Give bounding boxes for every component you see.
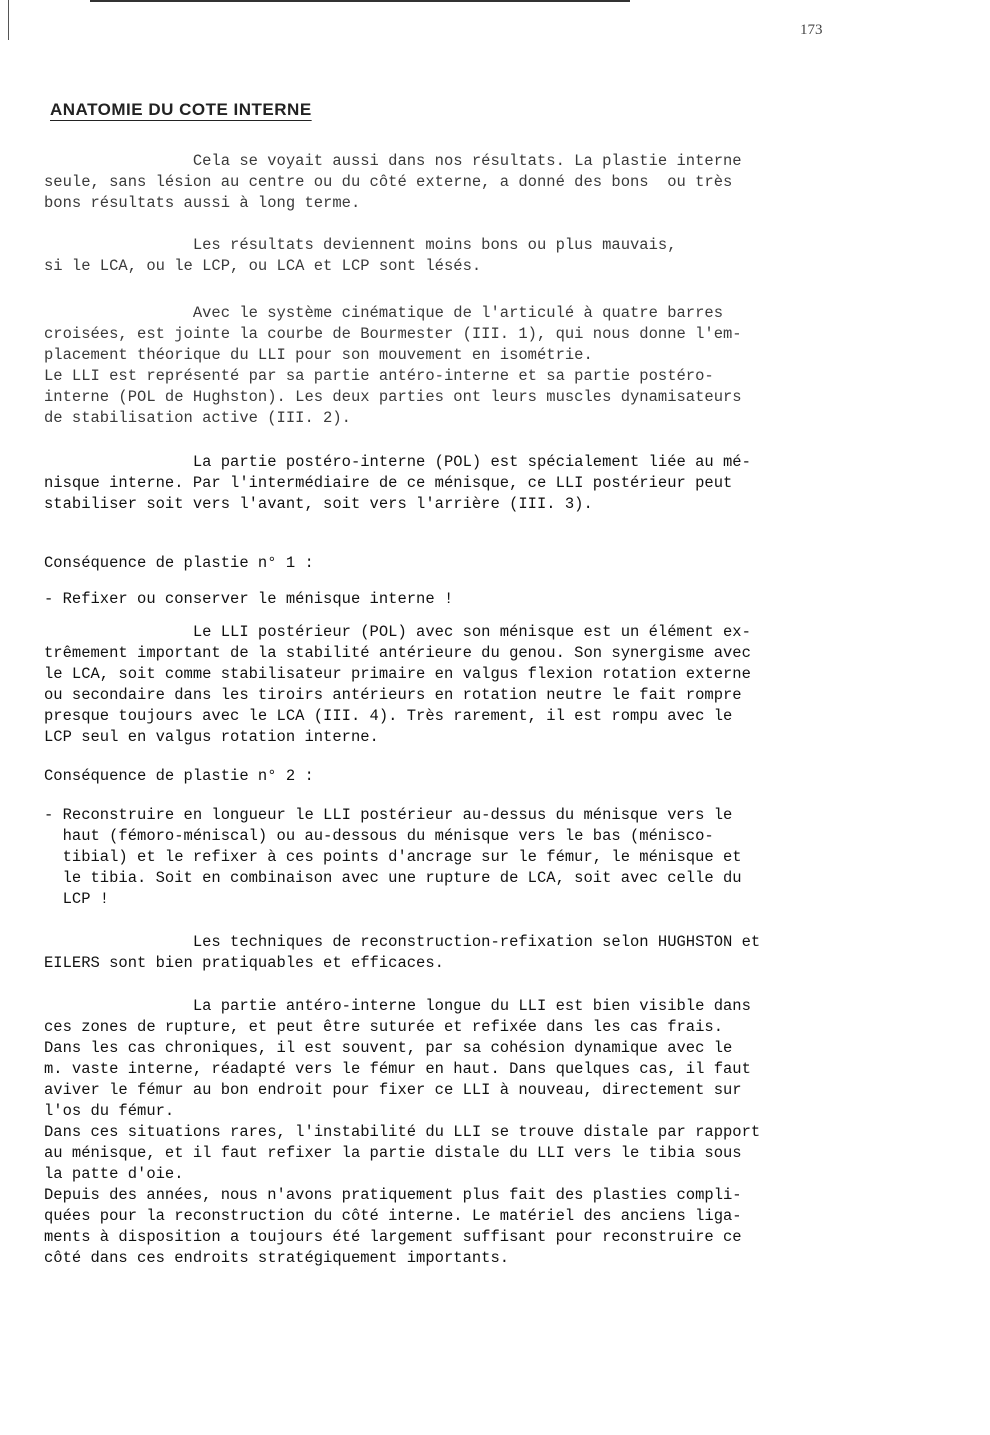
section-title: ANATOMIE DU COTE INTERNE — [50, 100, 312, 119]
consequence-1-item: - Refixer ou conserver le ménisque interne ! — [44, 590, 454, 608]
top-rule — [90, 0, 630, 2]
paragraph-pol: La partie postéro-interne (POL) est spécialement liée au mé- nisque interne. Par l'intermédiaire de ce ménisque, ce LLI postérieur peut stabiliser soit vers l'avant, soit vers l'arrière (III. 3). — [44, 453, 751, 513]
paragraph-kinematics: Avec le système cinématique de l'articulé à quatre barres croisées, est jointe la courbe de Bourmester (III. 1), qui nous donne l'em- placement théorique du LLI pour son mouvement en isométrie. Le LLI est représenté par sa partie antéro-interne et sa partie postéro- interne (POL de Hughston). Les deux parties ont leurs muscles dynamisateurs de stabilisation active (III. 2). — [44, 304, 742, 427]
consequence-1-heading: Conséquence de plastie n° 1 : — [44, 554, 314, 572]
paragraph-results: Cela se voyait aussi dans nos résultats. La plastie interne seule, sans lésion au centre ou du côté externe, a donné des bons ou très bons résultats aussi à long terme. — [44, 152, 742, 212]
paragraph-lesions: Les résultats deviennent moins bons ou plus mauvais, si le LCA, ou le LCP, ou LCA et LCP sont lésés. — [44, 236, 677, 275]
page-number: 173 — [800, 22, 823, 38]
consequence-1-paragraph: Le LLI postérieur (POL) avec son ménisque est un élément ex- trêmement important de la stabilité antérieure du genou. Son synergisme avec le LCA, soit comme stabilisateur primaire en valgus flexion rotation externe ou secondaire dans les tiroirs antérieurs en rotation neutre le fait rompre presque toujours avec le LCA (III. 4). Très rarement, il est rompu avec le LCP seul en valgus rotation interne. — [44, 623, 751, 746]
paragraph-techniques: Les techniques de reconstruction-refixation selon HUGHSTON et EILERS sont bien pratiquables et efficaces. — [44, 933, 761, 972]
left-margin-rule — [8, 0, 9, 40]
paragraph-antero-interne: La partie antéro-interne longue du LLI est bien visible dans ces zones de rupture, et peut être suturée et refixée dans les cas frais. Dans les cas chroniques, il est souvent, par sa cohésion dynamique avec le m. vaste interne, réadapté vers le fémur en haut. Dans quelques cas, il faut aviver le fémur au bon endroit pour fixer ce LLI à nouveau, directement sur l'os du fémur. Dans ces situations rares, l'instabilité du LLI se trouve distale par rapport au ménisque, et il faut refixer la partie distale du LLI vers le tibia sous la patte d'oie. Depuis des années, nous n'avons pratiquement plus fait des plasties compli- quées pour la reconstruction du côté interne. Le matériel des anciens liga- ments à disposition a toujours été largement suffisant pour reconstruire ce côté dans ces endroits stratégiquement importants. — [44, 997, 761, 1267]
consequence-2-heading: Conséquence de plastie n° 2 : — [44, 767, 314, 785]
consequence-2-item: - Reconstruire en longueur le LLI postérieur au-dessus du ménisque vers le haut (fémoro-méniscal) ou au-dessous du ménisque vers le bas (ménisco- tibial) et le refixer à ces points d'ancrage sur le fémur, le ménisque et le tibia. Soit en combinaison avec une rupture de LCA, soit avec celle du LCP ! — [44, 806, 742, 908]
